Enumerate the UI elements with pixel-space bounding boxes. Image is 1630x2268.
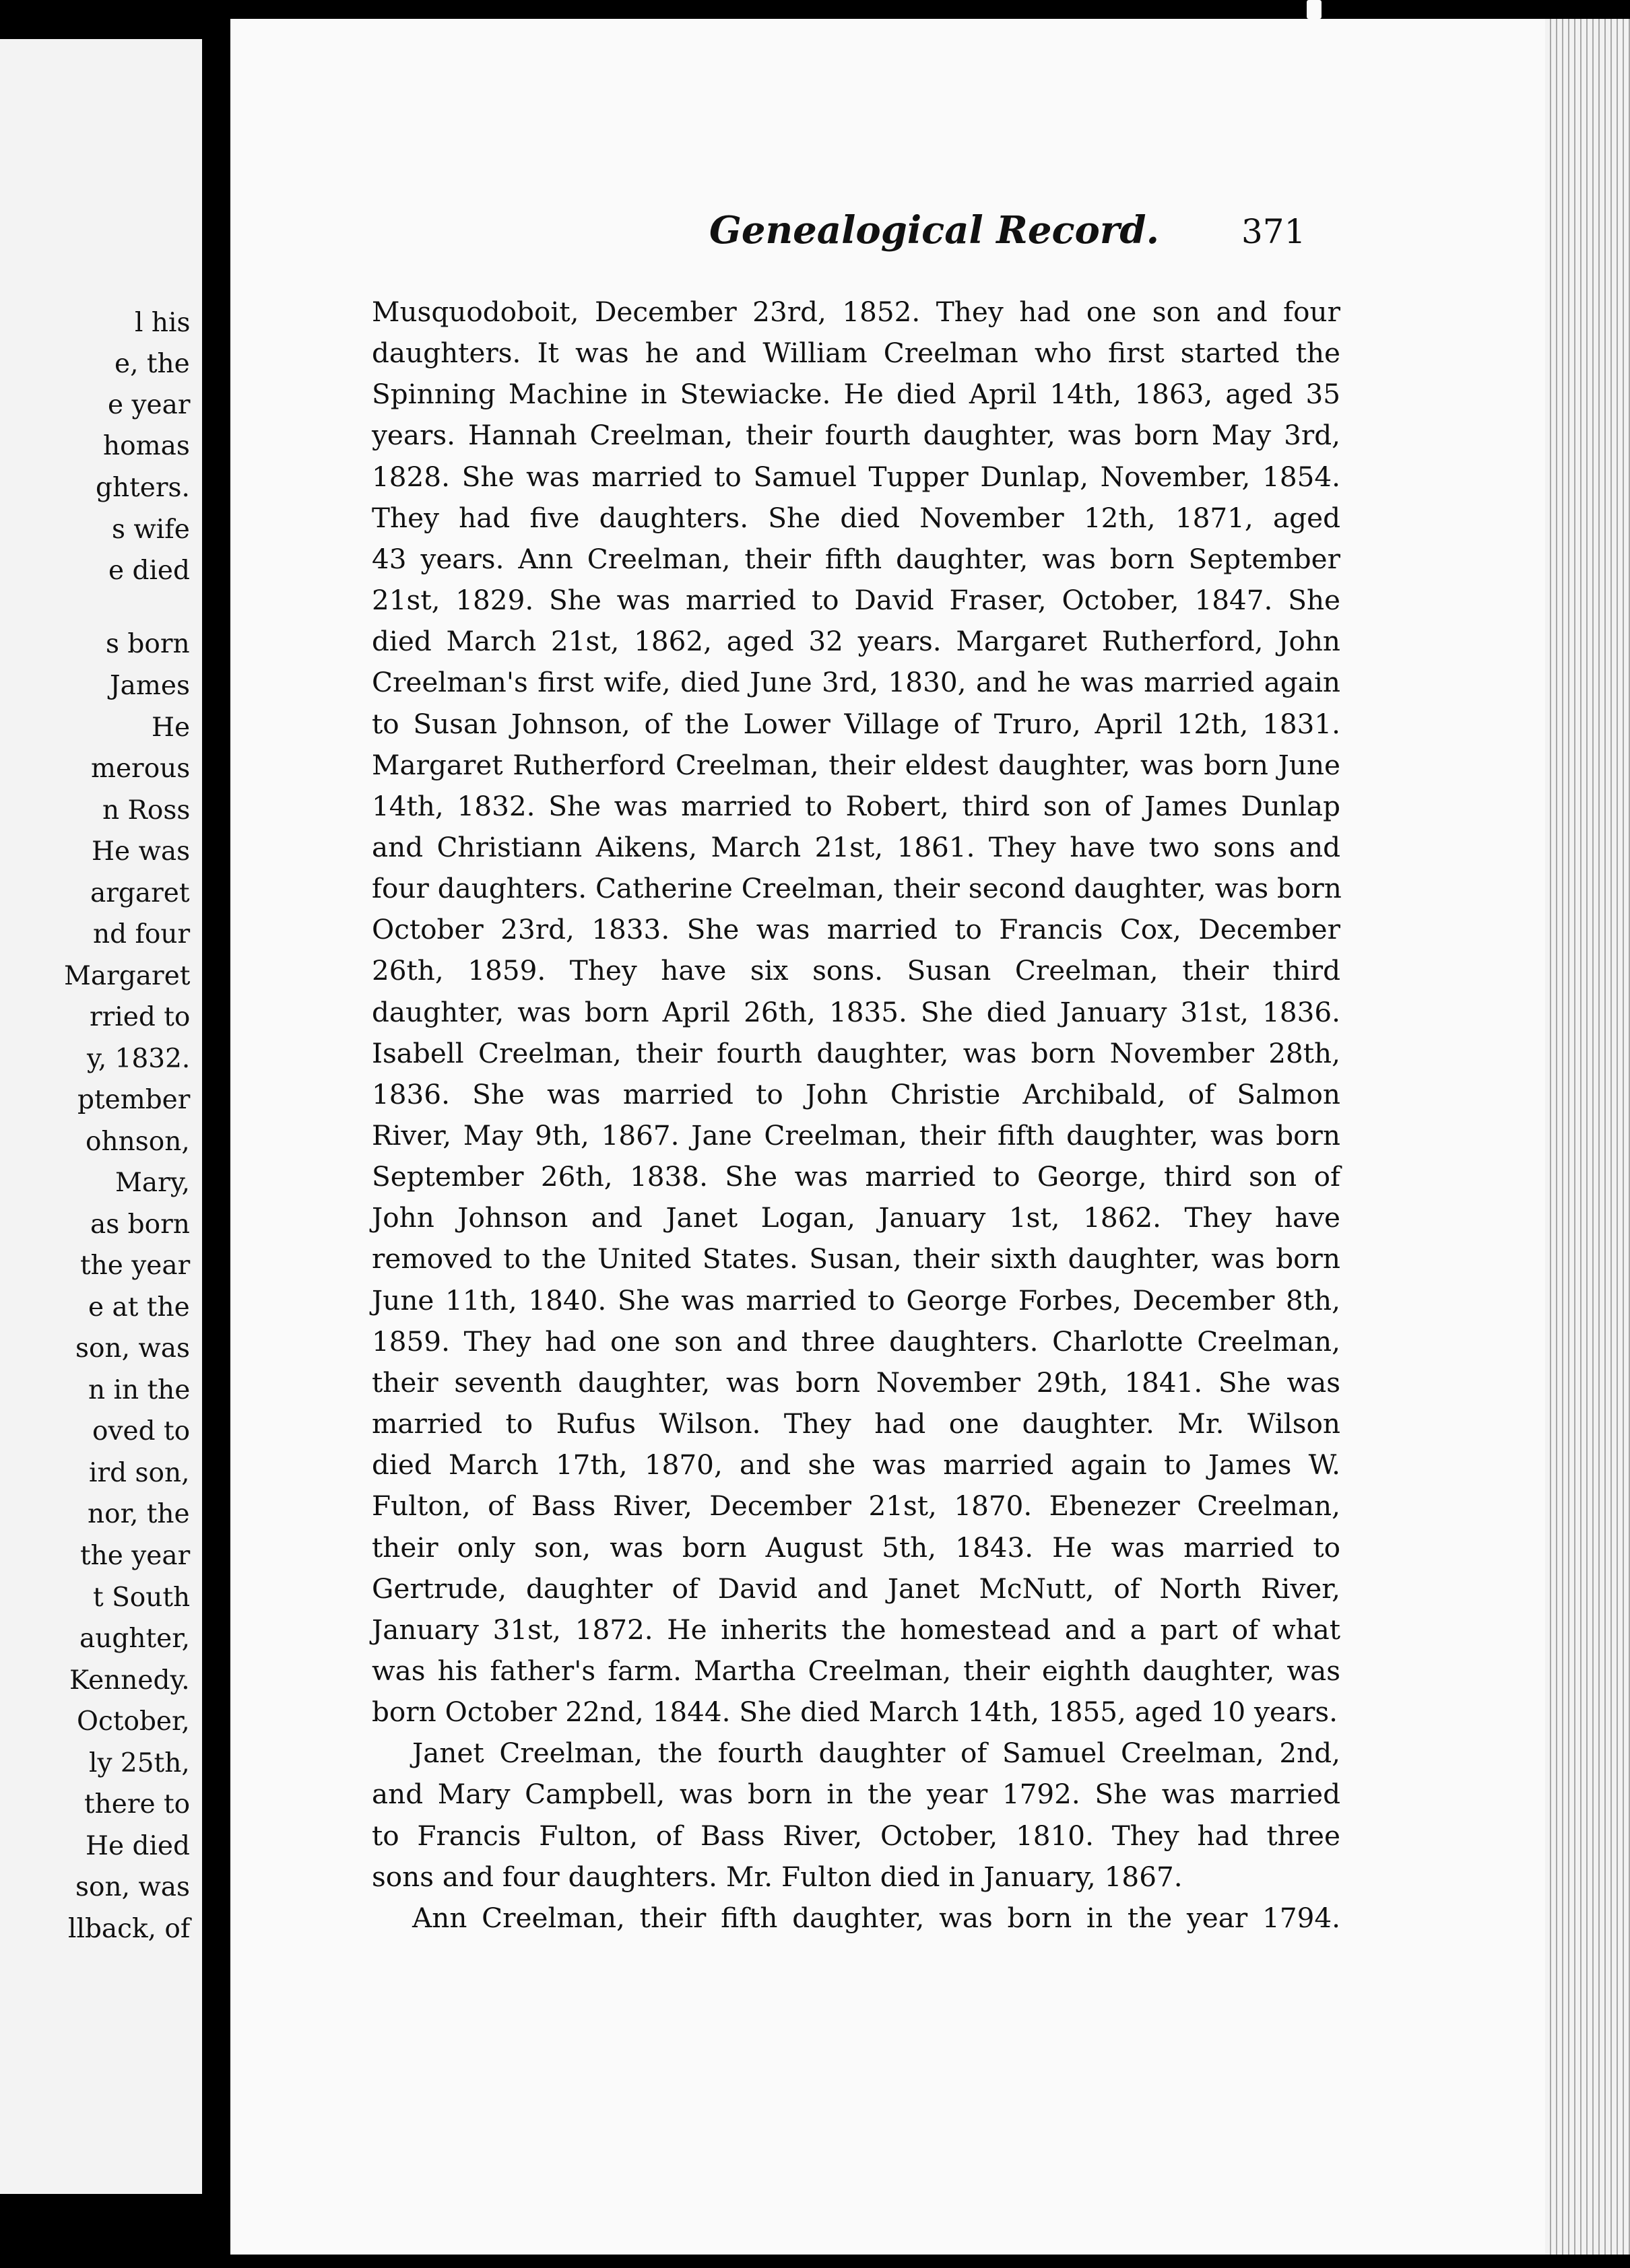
left-page-fragment: James — [110, 671, 190, 701]
left-page-fragment: ohnson, — [86, 1127, 190, 1157]
body-line: daughters. It was he and William Creelman who first started the — [372, 337, 1340, 369]
body-line: their only son, was born August 5th, 1843. He was married to — [372, 1531, 1340, 1564]
body-line: daughter, was born April 26th, 1835. She died January 31st, 1836. — [372, 996, 1340, 1028]
page-block-edge — [1545, 19, 1630, 2255]
left-page-fragment: Kennedy. — [69, 1665, 190, 1696]
left-page-fragment: He died — [86, 1831, 190, 1861]
left-page-fragment: l his — [135, 308, 191, 338]
body-line: October 23rd, 1833. She was married to Francis Cox, December — [372, 913, 1340, 945]
left-page-fragment: nd four — [93, 919, 191, 949]
body-line: born October 22nd, 1844. She died March 14th, 1855, aged 10 years. — [372, 1696, 1338, 1728]
left-page-fragment: nor, the — [88, 1499, 190, 1529]
print-speck — [1307, 0, 1322, 19]
body-line: removed to the United States. Susan, their sixth daughter, was born — [372, 1242, 1340, 1275]
body-line: They had five daughters. She died November 12th, 1871, aged — [372, 502, 1340, 534]
body-line: 43 years. Ann Creelman, their fifth daughter, was born September — [372, 543, 1340, 575]
left-page-fragment: n in the — [88, 1375, 191, 1405]
left-page-fragment: Mary, — [115, 1168, 191, 1198]
body-line: to Susan Johnson, of the Lower Village of Truro, April 12th, 1831. — [372, 708, 1340, 740]
body-line: Janet Creelman, the fourth daughter of Samuel Creelman, 2nd, — [412, 1737, 1340, 1769]
left-page-fragment: s wife — [112, 514, 190, 545]
left-page-fragment: October, — [77, 1706, 190, 1737]
body-line: was his father's farm. Martha Creelman, their eighth daughter, was — [372, 1655, 1340, 1687]
left-page-fragment: ly 25th, — [89, 1748, 190, 1778]
body-line: Gertrude, daughter of David and Janet McNutt, of North River, — [372, 1572, 1340, 1605]
body-line: September 26th, 1838. She was married to George, third son of — [372, 1160, 1340, 1193]
left-page-fragment: ghters. — [96, 473, 190, 503]
body-line: sons and four daughters. Mr. Fulton died in January, 1867. — [372, 1861, 1183, 1893]
left-page-fragment: son, was — [75, 1872, 191, 1902]
body-line: River, May 9th, 1867. Jane Creelman, their fifth daughter, was born — [372, 1119, 1340, 1152]
left-page-fragment: He — [152, 712, 191, 743]
body-line: 14th, 1832. She was married to Robert, third son of James Dunlap — [372, 790, 1340, 822]
page-number: 371 — [1241, 212, 1306, 251]
left-page-fragment: the year — [80, 1250, 191, 1281]
left-page-fragment: ptember — [77, 1085, 191, 1115]
body-line: June 11th, 1840. She was married to George Forbes, December 8th, — [372, 1284, 1340, 1316]
left-page-fragment: merous — [91, 754, 191, 784]
left-page-fragment: rried to — [90, 1002, 191, 1032]
left-page-fragment: the year — [80, 1541, 191, 1571]
body-line: 1828. She was married to Samuel Tupper Dunlap, November, 1854. — [372, 461, 1340, 493]
body-line: Ann Creelman, their fifth daughter, was born in the year 1794. — [412, 1902, 1340, 1934]
body-line: Fulton, of Bass River, December 21st, 1870. Ebenezer Creelman, — [372, 1490, 1340, 1522]
left-page-fragment: e, the — [115, 349, 190, 379]
left-page-fragment: Margaret — [64, 961, 191, 991]
body-line: died March 21st, 1862, aged 32 years. Margaret Rutherford, John — [372, 625, 1340, 657]
body-line: 1859. They had one son and three daughters. Charlotte Creelman, — [372, 1325, 1340, 1358]
body-line: died March 17th, 1870, and she was married again to James W. — [372, 1448, 1340, 1481]
left-page-fragment: as born — [90, 1209, 190, 1240]
body-line: years. Hannah Creelman, their fourth daughter, was born May 3rd, — [372, 419, 1340, 451]
left-page-fragment: oved to — [92, 1416, 191, 1446]
body-line: to Francis Fulton, of Bass River, October, 1810. They had three — [372, 1820, 1340, 1852]
body-line: and Mary Campbell, was born in the year 1792. She was married — [372, 1778, 1340, 1810]
left-page-fragment: e at the — [88, 1292, 190, 1323]
left-page-fragment: s born — [106, 629, 190, 659]
body-line: four daughters. Catherine Creelman, their second daughter, was born — [372, 872, 1342, 904]
left-page-fragment: homas — [103, 431, 190, 461]
left-page-fragment: argaret — [90, 878, 190, 908]
body-line: January 31st, 1872. He inherits the homestead and a part of what — [372, 1613, 1340, 1646]
left-page-fragment: e year — [108, 390, 191, 420]
left-page-fragment: llback, of — [68, 1914, 191, 1944]
left-page-fragment: ird son, — [89, 1458, 190, 1488]
body-line: and Christiann Aikens, March 21st, 1861. They have two sons and — [372, 831, 1340, 863]
body-line: Creelman's first wife, died June 3rd, 1830, and he was married again — [372, 666, 1340, 698]
body-line: Spinning Machine in Stewiacke. He died April 14th, 1863, aged 35 — [372, 378, 1340, 410]
body-line: 1836. She was married to John Christie Archibald, of Salmon — [372, 1078, 1340, 1110]
left-page-fragment: aughter, — [79, 1624, 190, 1654]
body-line: 26th, 1859. They have six sons. Susan Creelman, their third — [372, 954, 1340, 987]
left-page-fragment: n Ross — [102, 795, 191, 826]
running-header-title: Genealogical Record. — [709, 208, 1160, 253]
left-page-fragment: y, 1832. — [87, 1044, 191, 1074]
body-line: married to Rufus Wilson. They had one daughter. Mr. Wilson — [372, 1407, 1340, 1440]
left-page-fragment: e died — [108, 556, 190, 586]
left-page-fragment: He was — [92, 836, 191, 867]
body-line: Musquodoboit, December 23rd, 1852. They had one son and four — [372, 296, 1340, 328]
body-line: their seventh daughter, was born November 29th, 1841. She was — [372, 1366, 1340, 1399]
body-line: Isabell Creelman, their fourth daughter, was born November 28th, — [372, 1037, 1340, 1069]
left-page-fragment: son, was — [75, 1333, 191, 1364]
left-page-fragment: t South — [93, 1582, 191, 1613]
left-page-fragment: there to — [84, 1789, 191, 1820]
body-line: John Johnson and Janet Logan, January 1st, 1862. They have — [372, 1201, 1340, 1234]
body-line: Margaret Rutherford Creelman, their eldest daughter, was born June — [372, 749, 1340, 781]
body-line: 21st, 1829. She was married to David Fraser, October, 1847. She — [372, 584, 1340, 616]
